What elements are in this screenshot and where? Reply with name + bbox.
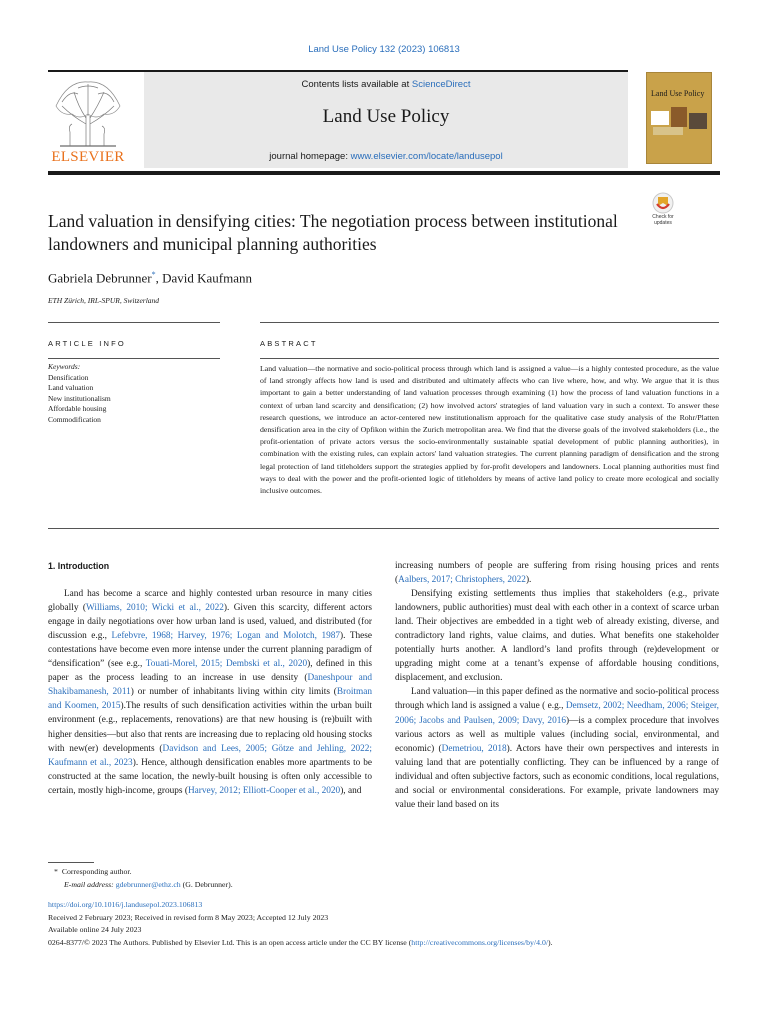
sciencedirect-link[interactable]: ScienceDirect [411, 79, 471, 90]
license-prefix: 0264-8377/© 2023 The Authors. Published by Elsevier Ltd. This is an open access article under the CC BY license ( [48, 938, 412, 947]
cover-title: Land Use Policy [651, 89, 705, 98]
body-text: ). [525, 575, 532, 586]
footnote-email [64, 880, 233, 889]
footnote-corresponding-author [54, 867, 132, 876]
citation-link[interactable]: Harvey, 2012; Elliott-Cooper et al., 2020 [187, 785, 341, 796]
available-online-date: Available online 24 July 2023 [48, 925, 142, 934]
citation-link[interactable]: Williams, 2010; Wicki et al., 2022 [85, 603, 224, 614]
keyword-item: Affordable housing [48, 404, 107, 414]
keyword-item: New institutionalism [48, 393, 111, 403]
footnote-rule [48, 862, 94, 863]
article-info-top-rule [48, 322, 220, 323]
citation-link[interactable]: Daneshpour and Shakibamanesh, 2011 [48, 673, 373, 698]
body-text: ). Given this scarcity, different actors engage in daily negotiations over how urban land is used, valued, and distributed (for discussion e.g., [48, 603, 373, 642]
abstract-text: Land valuation—the normative and socio-political process through which land is assigned a value—is a highly contested procedure, as the value of land strongly affects how land is used and distributed and ultimately affects who can live where, how, and why. We argue that it is thus important to gain a better understanding of land valuation processes through examining (1) how the process of land valuation functions in a context of urban land scarcity and densification; (2) how involved actors' strategies of land valuation vary in such a context. To answer these research questions, we introduce an actor-centered new institutionalism approach for the qualitative case study analysis of the Rohr/Platten densification area in the city of Opfikon within the Zurich metropolitan area. We find that the diverse goals of the involved stakeholders (i.e., the profit-orientation of private actors versus the socio-environmentally sustainable spatial development of public planning authorities), in combination with the existing rules, can explain actors' land valuation strategies. The current planning paradigm of densification and the strong legal protection of land titleholders support the strategies applied by for-profit developers and landowners. Local planning authorities must find ways to deal with the power and the profit-oriented logic of titleholders by means of active land policy to create more ecological and socially inclusive outcomes. [260, 364, 719, 496]
license-suffix: ). [548, 938, 553, 947]
check-updates-icon [648, 192, 678, 214]
citation-link[interactable]: Demsetz, 2002; Needham, 2006; Steiger, 2006; Jacobs and Paulsen, 2009; Davy, 2016 [395, 701, 719, 726]
header-bottom-rule [48, 171, 720, 175]
journal-homepage-line [144, 151, 628, 162]
license-link[interactable]: http://creativecommons.org/licenses/by/4.0/ [411, 938, 549, 947]
body-text: ), defined in this paper as the process leading to an increase in use density ( [48, 659, 373, 684]
body-column-left [48, 559, 372, 798]
body-text: ) or number of inhabitants living within city limits ( [130, 687, 337, 698]
author-affiliation: ETH Zürich, IRL-SPUR, Switzerland [48, 296, 160, 305]
body-column-right [395, 559, 719, 812]
keyword-item: Densification [48, 372, 89, 382]
body-paragraph [395, 559, 719, 587]
journal-name: Land Use Policy [322, 106, 450, 127]
cover-artwork-icon [651, 107, 707, 137]
section-heading-introduction: 1. Introduction [48, 561, 110, 571]
elsevier-wordmark: ELSEVIER [51, 149, 125, 165]
elsevier-tree-icon [48, 76, 128, 150]
citation-link[interactable]: Lefebvre, 1968; Harvey, 1976; Logan and Molotch, 1987 [111, 631, 341, 642]
article-info-heading: ARTICLE INFO [48, 339, 126, 348]
homepage-prefix: journal homepage: [269, 151, 351, 162]
doi-link[interactable]: https://doi.org/10.1016/j.landusepol.2023.106813 [48, 900, 203, 909]
check-updates-line2: updates [654, 220, 672, 226]
keywords-block [48, 362, 220, 426]
citation-link[interactable]: Broitman and Koomen, 2015 [48, 687, 373, 712]
journal-cover-thumbnail[interactable] [646, 72, 712, 164]
author-separator: , [155, 270, 163, 286]
check-for-updates-badge[interactable] [648, 192, 678, 232]
article-info-sub-rule [48, 358, 220, 359]
check-updates-line1: Check for [652, 214, 674, 220]
contents-prefix: Contents lists available at [301, 79, 412, 90]
footnote-text: Corresponding author. [61, 867, 132, 876]
license-statement [48, 938, 720, 947]
corresponding-author-mark[interactable]: * [151, 270, 156, 279]
citation-link[interactable]: Touati-Morel, 2015; Dembski et al., 2020 [145, 659, 308, 670]
author-name: David Kaufmann [162, 270, 252, 286]
citation-link[interactable]: Aalbers, 2017; Christophers, 2022 [398, 575, 526, 586]
elsevier-logo[interactable] [48, 76, 128, 168]
body-text: Land valuation—in this paper defined as the normative and socio-political process through which land is assigned a value ( e.g., [395, 687, 719, 712]
email-label: E-mail address: [64, 880, 114, 889]
author-name: Gabriela Debrunner [48, 270, 152, 286]
abstract-sub-rule [260, 358, 719, 359]
footnote-mark: * [54, 867, 58, 876]
check-updates-text [644, 214, 682, 226]
body-text: ). These contestations have become even more intense under the current planning paradigm of “densification” (see e.g., [48, 631, 373, 670]
email-link[interactable]: gdebrunner@ethz.ch [115, 880, 181, 889]
email-suffix: (G. Debrunner). [182, 880, 233, 889]
body-text: ), and [340, 785, 362, 796]
article-title: Land valuation in densifying cities: The negotiation process between institutional landowners and municipal planning authorities [48, 211, 618, 254]
abstract-top-rule [260, 322, 719, 323]
contents-line [144, 79, 628, 90]
journal-homepage-link[interactable]: www.elsevier.com/locate/landusepol [350, 151, 503, 162]
body-text: Land has become a scarce and highly contested urban resource in many cities globally ( [48, 589, 372, 614]
abstract-bottom-rule [48, 528, 719, 529]
received-dates: Received 2 February 2023; Received in revised form 8 May 2023; Accepted 12 July 2023 [48, 913, 329, 922]
keyword-item: Land valuation [48, 383, 94, 393]
abstract-heading: ABSTRACT [260, 339, 318, 348]
body-text: increasing numbers of people are suffering from rising housing prices and rents ( [395, 561, 719, 586]
body-text: )—is a complex procedure that involves various actors as well as multiple values (including social, environmental, and economic) ( [395, 715, 719, 754]
body-text: ). Actors have their own perspectives and interests in valuing land that are potentially conflicting. They can be influenced by a range of individual and often subjective factors, such as economic conditions, local regulations, and social or environmental considerations. For example, private landowners may value their land based on its [395, 743, 720, 810]
author-list [48, 270, 252, 286]
citation-link[interactable]: Demetriou, 2018 [441, 743, 507, 754]
keywords-label: Keywords: [48, 362, 81, 371]
journal-reference[interactable]: Land Use Policy 132 (2023) 106813 [308, 44, 460, 55]
body-paragraph [395, 685, 719, 811]
body-paragraph: Densifying existing settlements thus implies that stakeholders (e.g., private landowners, public authorities) must deal with each other in a context of scarce urban land. Their objectives are embedded in a tight web of already existing, diverse, and contradictory land rights, value claims, and duties. What benefits one stakeholder potentially hurts another. A landlord’s land profits through (re)development or upgrading might come at a tenant’s expense of affordable housing conditions, displacement, and exclusion. [395, 589, 719, 684]
body-paragraph [48, 587, 372, 798]
citation-link[interactable]: Davidson and Lees, 2005; Götze and Jehling, 2022; Kaufmann et al., 2023 [48, 743, 373, 768]
body-text: ). Hence, although densification enables more apartments to be constructed at the same location, the newly-built housing is often only accessible to certain, mostly high-income, groups ( [48, 757, 373, 796]
body-text: ).The results of such densification activities within the urban built environment (e.g., replacements, renovations) are that new housing is (re)built with higher densities—but also that rents are increasing due to replacing old housing stocks with new(er) developments ( [48, 701, 373, 754]
keyword-item: Commodification [48, 414, 101, 424]
